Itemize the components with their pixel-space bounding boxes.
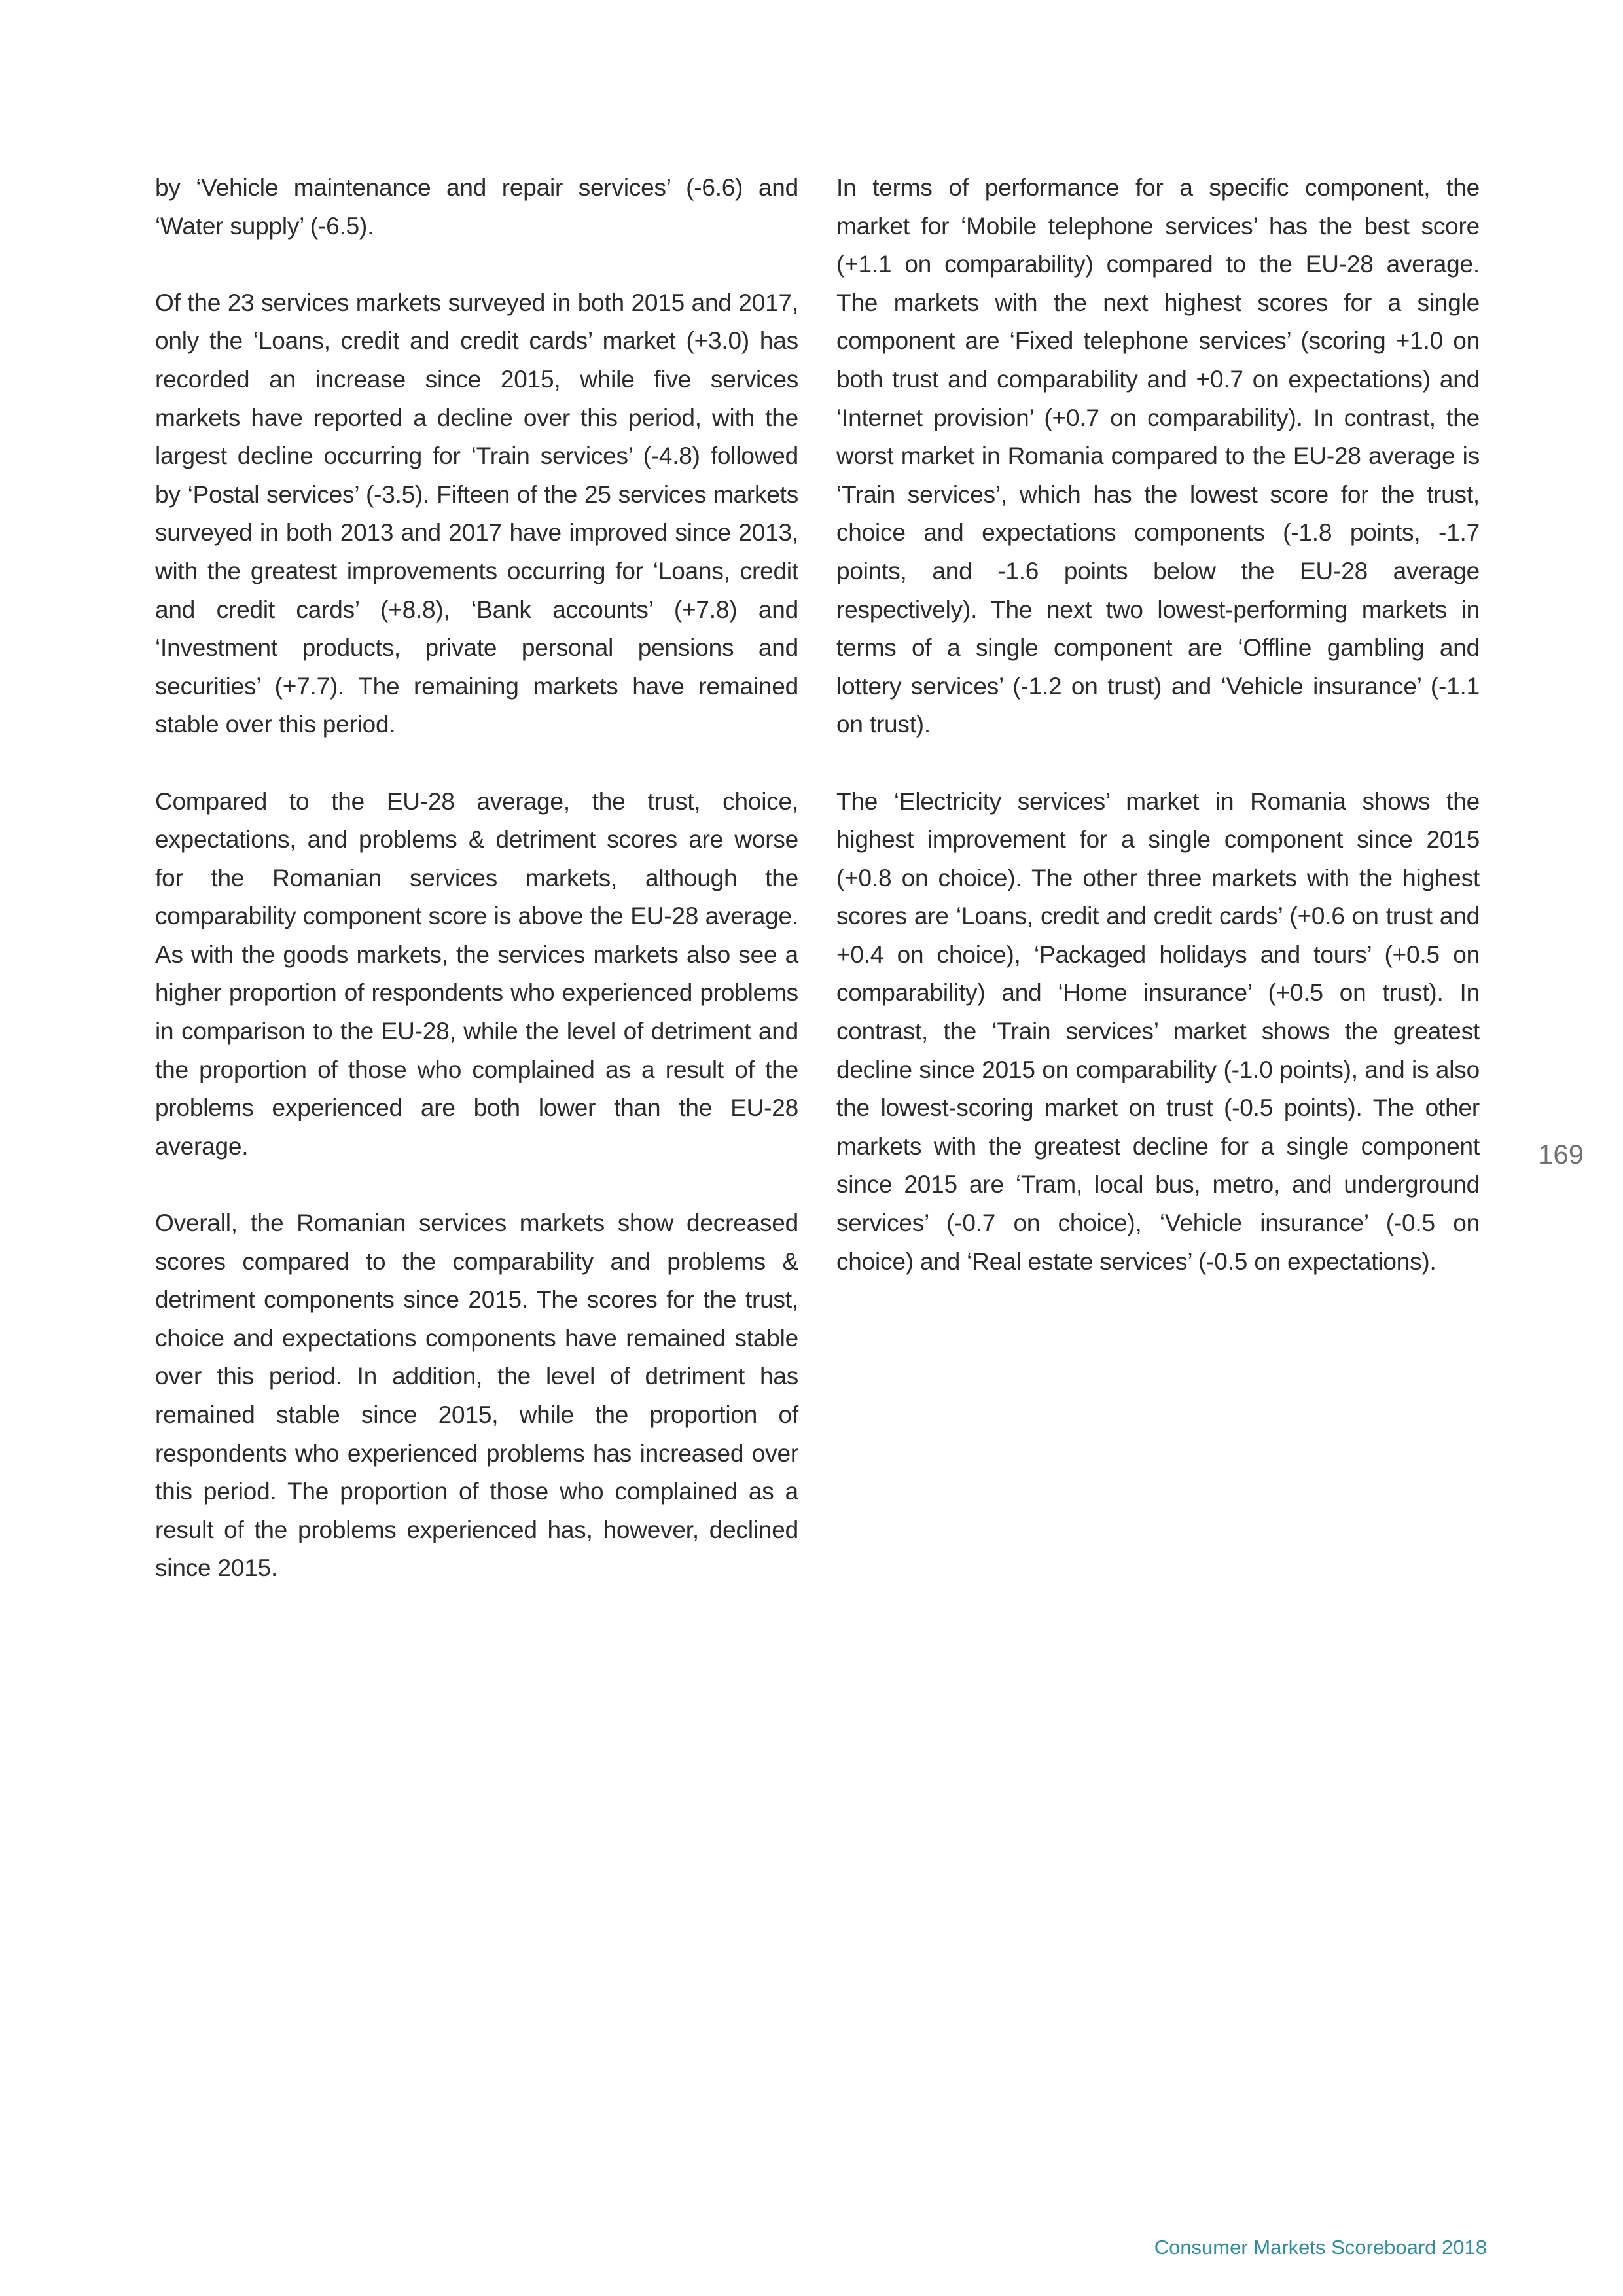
paragraph: The ‘Electricity services’ market in Romania shows the highest improvement for a single component since 2015 (+0.8 on choice). The other three markets with the highest scores are ‘Loans, credit and credit cards’ (+0.6 on trust and +0.4 on choice), ‘Packaged holidays and tours’ (+0.5 on comparability) and ‘Home insurance’ (+0.5 on trust). In contrast, the ‘Train services’ market shows the greatest decline since 2015 on comparability (-1.0 points), and is also the lowest-scoring market on trust (-0.5 points). The other markets with the greatest decline for a single component since 2015 are ‘Tram, local bus, metro, and underground services’ (-0.7 on choice), ‘Vehicle insurance’ (-0.5 on choice) and ‘Real estate services’ (-0.5 on expectations).: [836, 787, 1480, 1275]
paragraph: by ‘Vehicle maintenance and repair services’ (-6.6) and ‘Water supply’ (-6.5).: [155, 174, 798, 240]
left-text-column: [155, 169, 798, 1626]
footer-publication-title: Consumer Markets Scoreboard 2018: [1154, 2236, 1487, 2259]
right-text-column: [836, 169, 1480, 1319]
paragraph: Compared to the EU-28 average, the trust, choice, expectations, and problems & detriment scores are worse for the Romanian services markets, although the comparability component score is above the EU-28 average. As with the goods markets, the services markets also see a higher proportion of respondents who experienced problems in comparison to the EU-28, while the level of detriment and the proportion of those who complained as a result of the problems experienced are both lower than the EU-28 average.: [155, 787, 798, 1160]
paragraph: Overall, the Romanian services markets show decreased scores compared to the comparability and problems & detriment components since 2015. The scores for the trust, choice and expectations components have remained stable over this period. In addition, the level of detriment has remained stable since 2015, while the proportion of respondents who experienced problems has increased over this period. The proportion of those who complained as a result of the problems experienced has, however, declined since 2015.: [155, 1210, 798, 1582]
page-number: 169: [1538, 1139, 1584, 1170]
paragraph: Of the 23 services markets surveyed in both 2015 and 2017, only the ‘Loans, credit and credit cards’ market (+3.0) has recorded an increase since 2015, while five services markets have reported a decline over this period, with the largest decline occurring for ‘Train services’ (-4.8) followed by ‘Postal services’ (-3.5). Fifteen of the 25 services markets surveyed in both 2013 and 2017 have improved since 2013, with the greatest improvements occurring for ‘Loans, credit and credit cards’ (+8.8), ‘Bank accounts’ (+7.8) and ‘Investment products, private personal pensions and securities’ (+7.7). The remaining markets have remained stable over this period.: [155, 289, 798, 738]
paragraph: In terms of performance for a specific component, the market for ‘Mobile telephone services’ has the best score (+1.1 on comparability) compared to the EU-28 average. The markets with the next highest scores for a single component are ‘Fixed telephone services’ (scoring +1.0 on both trust and comparability and +0.7 on expectations) and ‘Internet provision’ (+0.7 on comparability). In contrast, the worst market in Romania compared to the EU-28 average is ‘Train services’, which has the lowest score for the trust, choice and expectations components (-1.8 points, -1.7 points, and -1.6 points below the EU-28 average respectively). The next two lowest-performing markets in terms of a single component are ‘Offline gambling and lottery services’ (-1.2 on trust) and ‘Vehicle insurance’ (-1.1 on trust).: [836, 174, 1480, 738]
